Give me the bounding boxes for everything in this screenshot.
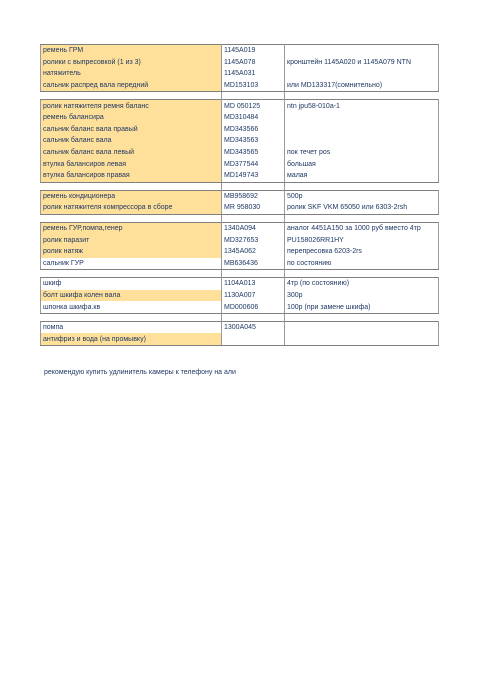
part-note-cell[interactable]: аналог 4451A150 за 1000 руб вместо 4тр — [285, 222, 439, 234]
spacer-cell — [285, 92, 439, 100]
part-row — [41, 202, 439, 214]
part-name-cell[interactable]: ремень ГУР,помпа,генер — [41, 222, 222, 234]
part-name-cell[interactable]: ремень ГРМ — [41, 45, 222, 57]
spacer-cell — [41, 313, 222, 321]
part-row — [41, 112, 439, 124]
part-row — [41, 278, 439, 290]
part-name-cell[interactable]: сальник баланс вала — [41, 135, 222, 147]
part-name-cell[interactable]: ролик натяжителя ремня баланс — [41, 100, 222, 112]
part-name-cell[interactable]: помпа — [41, 321, 222, 333]
part-note-cell[interactable]: 500р — [285, 190, 439, 202]
part-name-cell[interactable]: болт шкифа колен вала — [41, 290, 222, 302]
part-code-cell[interactable]: 1145A019 — [222, 45, 285, 57]
part-code-cell[interactable]: 1130A007 — [222, 290, 285, 302]
part-note-cell[interactable]: 4тр (по состоянию) — [285, 278, 439, 290]
part-note-cell[interactable]: по состоянию — [285, 258, 439, 270]
part-row — [41, 190, 439, 202]
footer-note: рекомендую купить удлинитель камеры к телефону на али — [44, 369, 236, 376]
part-name-cell[interactable]: ролик паразит — [41, 234, 222, 246]
part-code-cell[interactable]: 1345A062 — [222, 246, 285, 258]
part-code-cell[interactable]: MD000606 — [222, 301, 285, 313]
group-spacer — [41, 313, 439, 321]
part-name-cell[interactable]: шпонка шкифа.кв — [41, 301, 222, 313]
part-note-cell[interactable]: перепресовка 6203-2rs — [285, 246, 439, 258]
part-code-cell[interactable]: 1340A094 — [222, 222, 285, 234]
part-note-cell[interactable] — [285, 135, 439, 147]
part-note-cell[interactable]: PU158026RR1HY — [285, 234, 439, 246]
part-note-cell[interactable]: 100р (при замене шкифа) — [285, 301, 439, 313]
part-note-cell[interactable] — [285, 124, 439, 136]
part-row — [41, 170, 439, 182]
part-code-cell[interactable]: 1104A013 — [222, 278, 285, 290]
part-row — [41, 124, 439, 136]
part-row — [41, 68, 439, 80]
spacer-cell — [41, 92, 222, 100]
part-note-cell[interactable] — [285, 321, 439, 333]
part-row — [41, 222, 439, 234]
part-name-cell[interactable]: ремень балансира — [41, 112, 222, 124]
part-row — [41, 234, 439, 246]
part-code-cell[interactable]: MD327653 — [222, 234, 285, 246]
part-name-cell[interactable]: натяжитель — [41, 68, 222, 80]
part-note-cell[interactable]: ntn jpu58-010a-1 — [285, 100, 439, 112]
part-code-cell[interactable]: MR 958030 — [222, 202, 285, 214]
part-name-cell[interactable]: ролики с выпресовкой (1 из 3) — [41, 57, 222, 69]
part-note-cell[interactable]: большая — [285, 158, 439, 170]
parts-table — [40, 44, 439, 346]
part-note-cell[interactable] — [285, 68, 439, 80]
part-row — [41, 301, 439, 313]
part-name-cell[interactable]: сальник баланс вала правый — [41, 124, 222, 136]
part-note-cell[interactable]: малая — [285, 170, 439, 182]
part-code-cell[interactable]: 1300A045 — [222, 321, 285, 333]
spacer-cell — [222, 182, 285, 190]
part-code-cell[interactable]: MB636436 — [222, 258, 285, 270]
part-row — [41, 147, 439, 159]
part-name-cell[interactable]: ролик натяж — [41, 246, 222, 258]
part-note-cell[interactable]: 300р — [285, 290, 439, 302]
part-name-cell[interactable]: шкиф — [41, 278, 222, 290]
part-note-cell[interactable]: пок течет pos — [285, 147, 439, 159]
part-note-cell[interactable] — [285, 45, 439, 57]
part-note-cell[interactable]: кронштейн 1145A020 и 1145A079 NTN — [285, 57, 439, 69]
part-row — [41, 57, 439, 69]
part-name-cell[interactable]: сальник ГУР — [41, 258, 222, 270]
part-name-cell[interactable]: ролик натяжителя компрессора в сборе — [41, 202, 222, 214]
group-spacer — [41, 270, 439, 278]
part-row — [41, 246, 439, 258]
part-code-cell[interactable]: 1145A031 — [222, 68, 285, 80]
part-name-cell[interactable]: сальник баланс вала левый — [41, 147, 222, 159]
part-name-cell[interactable]: втулка балансиров левая — [41, 158, 222, 170]
part-code-cell[interactable]: MD343565 — [222, 147, 285, 159]
part-code-cell[interactable]: MD153103 — [222, 80, 285, 92]
part-code-cell[interactable]: MB958692 — [222, 190, 285, 202]
part-name-cell[interactable]: втулка балансиров правая — [41, 170, 222, 182]
spacer-cell — [222, 214, 285, 222]
group-spacer — [41, 92, 439, 100]
spacer-cell — [222, 270, 285, 278]
part-name-cell[interactable]: ремень кондиционера — [41, 190, 222, 202]
spacer-cell — [41, 270, 222, 278]
part-note-cell[interactable] — [285, 333, 439, 345]
parts-sheet — [40, 44, 438, 346]
group-spacer — [41, 214, 439, 222]
part-note-cell[interactable] — [285, 112, 439, 124]
part-row — [41, 258, 439, 270]
part-row — [41, 45, 439, 57]
part-name-cell[interactable]: сальник распред вала передний — [41, 80, 222, 92]
part-row — [41, 158, 439, 170]
part-code-cell[interactable]: MD343566 — [222, 124, 285, 136]
spacer-cell — [285, 270, 439, 278]
part-code-cell[interactable]: MD 050125 — [222, 100, 285, 112]
part-row — [41, 290, 439, 302]
spacer-cell — [285, 182, 439, 190]
part-note-cell[interactable]: ролик SKF VKM 65050 или 6303-2rsh — [285, 202, 439, 214]
part-code-cell[interactable]: 1145A078 — [222, 57, 285, 69]
part-code-cell[interactable]: MD343563 — [222, 135, 285, 147]
part-row — [41, 80, 439, 92]
spacer-cell — [222, 313, 285, 321]
spacer-cell — [41, 214, 222, 222]
part-code-cell[interactable]: MD149743 — [222, 170, 285, 182]
part-code-cell[interactable]: MD310484 — [222, 112, 285, 124]
spacer-cell — [222, 92, 285, 100]
spacer-cell — [285, 214, 439, 222]
spacer-cell — [285, 313, 439, 321]
part-row — [41, 135, 439, 147]
part-row — [41, 100, 439, 112]
part-code-cell[interactable]: MD377544 — [222, 158, 285, 170]
spacer-cell — [41, 182, 222, 190]
group-spacer — [41, 182, 439, 190]
parts-table-body — [41, 45, 439, 346]
part-note-cell[interactable]: или MD133317(сомнительно) — [285, 80, 439, 92]
part-row — [41, 321, 439, 333]
part-row — [41, 333, 439, 345]
part-name-cell[interactable]: антифриз и вода (на промывку) — [41, 333, 222, 345]
part-code-cell[interactable] — [222, 333, 285, 345]
